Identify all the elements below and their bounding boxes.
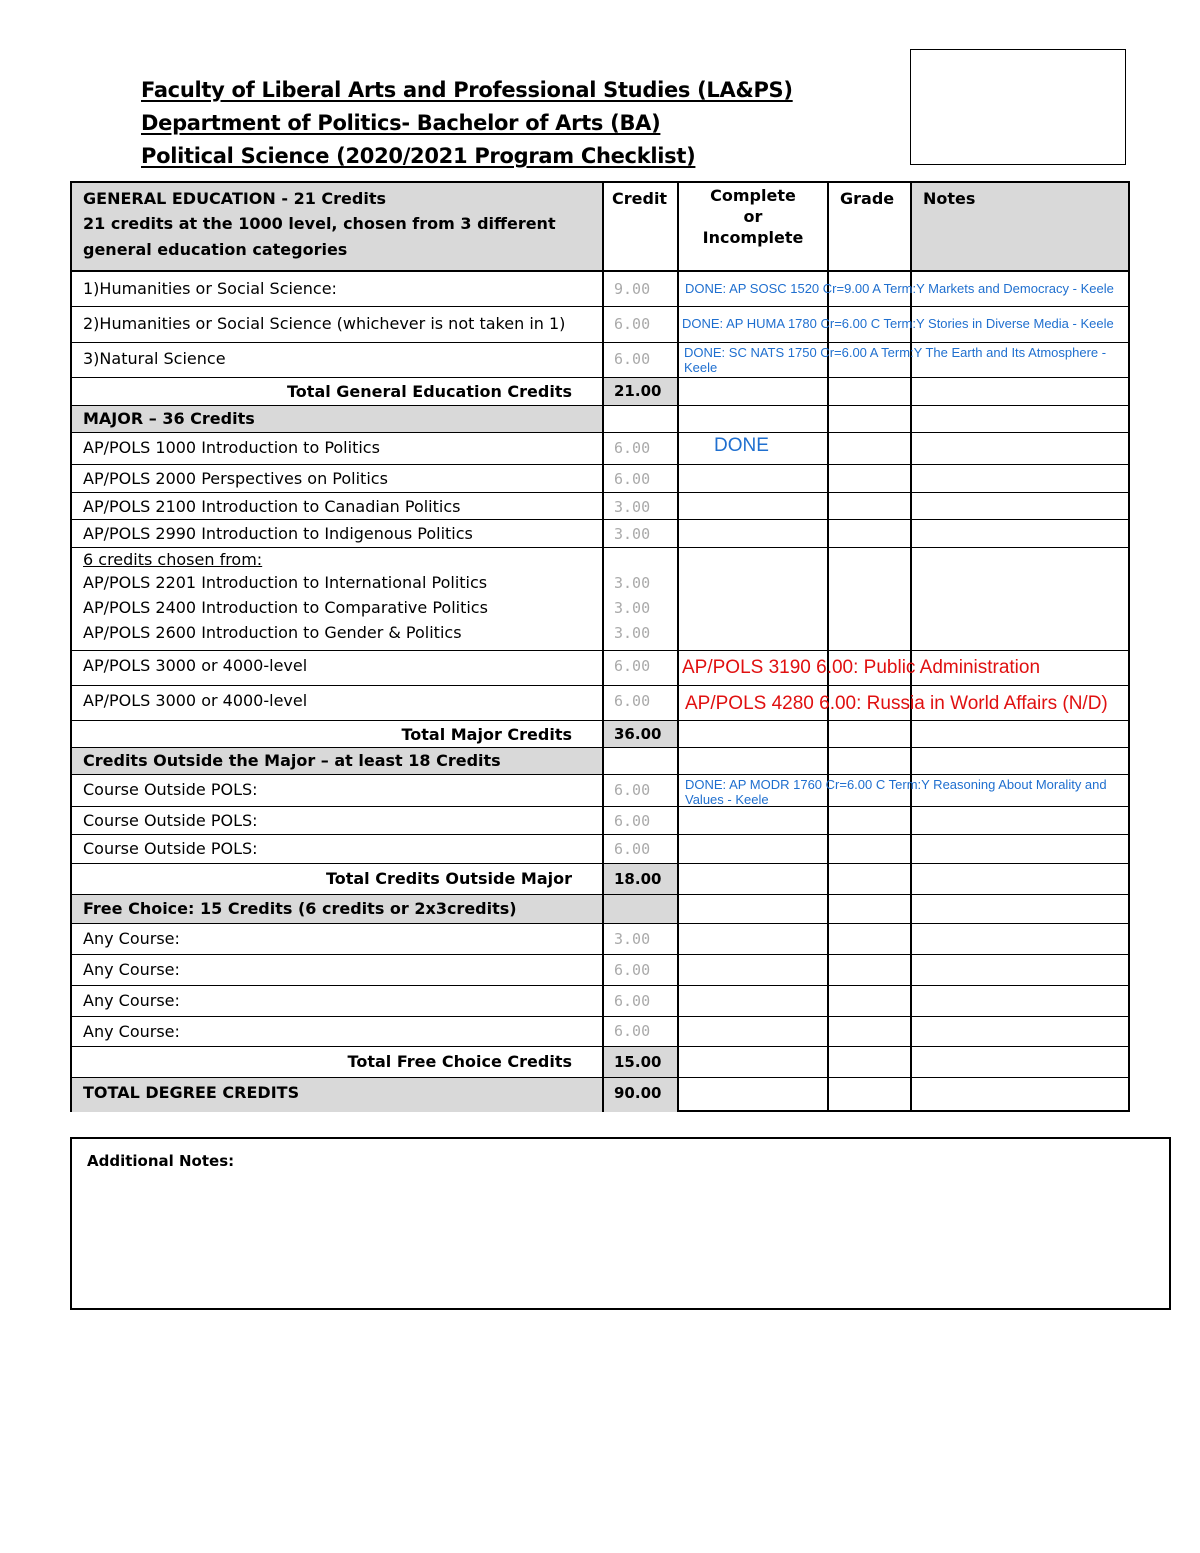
degree-total-credit: 90.00 <box>614 1084 662 1102</box>
faculty-title: Faculty of Liberal Arts and Professional Studies (LA&PS) <box>141 78 793 102</box>
credit-column-header: Credit <box>612 189 668 208</box>
outside-total-credit: 18.00 <box>614 870 662 888</box>
degree-total-label: TOTAL DEGREE CREDITS <box>83 1083 300 1102</box>
credit-value: 6.00 <box>614 961 651 979</box>
gen-ed-note-3-line1: DONE: SC NATS 1750 Cr=6.00 A Term:Y The Earth and Its Atmosphere - <box>684 345 1107 360</box>
outside-section-title: Credits Outside the Major – at least 18 Credits <box>83 751 501 770</box>
gen-ed-total-credit: 21.00 <box>614 382 662 400</box>
table-row <box>72 986 1128 1017</box>
table-row <box>72 807 1128 835</box>
course-label: AP/POLS 2600 Introduction to Gender & Politics <box>83 623 462 642</box>
course-label: Any Course: <box>83 929 180 948</box>
course-label: AP/POLS 2000 Perspectives on Politics <box>83 469 388 488</box>
credit-value: 6.00 <box>614 470 651 488</box>
table-row <box>72 1047 1128 1078</box>
credit-value: 9.00 <box>614 280 651 298</box>
credit-value: 3.00 <box>614 930 651 948</box>
free-choice-total-label: Total Free Choice Credits <box>347 1052 572 1071</box>
course-label: Course Outside POLS: <box>83 780 258 799</box>
table-row <box>72 955 1128 986</box>
upper-level-course-note-1: AP/POLS 3190 6.00: Public Administration <box>682 657 1041 678</box>
credit-value: 6.00 <box>614 692 651 710</box>
department-title: Department of Politics- Bachelor of Arts (BA) <box>141 111 661 135</box>
grade-column-header: Grade <box>840 189 895 208</box>
course-label: Any Course: <box>83 991 180 1010</box>
gen-ed-note-3-line2: Keele <box>684 360 718 375</box>
table-row <box>72 924 1128 955</box>
table-row <box>72 378 1128 406</box>
course-label: AP/POLS 3000 or 4000-level <box>83 691 308 710</box>
table-header-row <box>72 183 1128 272</box>
gen-ed-requirement-line1: 21 credits at the 1000 level, chosen from 3 different <box>83 214 556 233</box>
course-label: Course Outside POLS: <box>83 811 258 830</box>
course-label: AP/POLS 2400 Introduction to Comparative Politics <box>83 598 488 617</box>
major-total-label: Total Major Credits <box>401 725 572 744</box>
course-label: AP/POLS 2100 Introduction to Canadian Politics <box>83 497 461 516</box>
credit-value: 3.00 <box>614 599 651 617</box>
major-section-title: MAJOR – 36 Credits <box>83 409 255 428</box>
credit-value: 6.00 <box>614 1022 651 1040</box>
gen-ed-row-label: 3)Natural Science <box>83 349 226 368</box>
course-label: Any Course: <box>83 1022 180 1041</box>
course-label: AP/POLS 2990 Introduction to Indigenous Politics <box>83 524 473 543</box>
table-row <box>72 748 1128 775</box>
table-row <box>72 520 1128 548</box>
credit-value: 3.00 <box>614 624 651 642</box>
table-row <box>72 835 1128 864</box>
gen-ed-total-label: Total General Education Credits <box>287 382 572 401</box>
gen-ed-section-title: GENERAL EDUCATION - 21 Credits <box>83 189 387 208</box>
additional-notes-box <box>70 1137 1171 1310</box>
outside-total-label: Total Credits Outside Major <box>325 869 572 888</box>
table-row <box>72 895 1128 924</box>
credit-value: 6.00 <box>614 350 651 368</box>
table-row <box>72 548 1128 651</box>
credit-value: 3.00 <box>614 498 651 516</box>
credit-value: 3.00 <box>614 574 651 592</box>
gen-ed-note-1: DONE: AP SOSC 1520 Cr=9.00 A Term:Y Markets and Democracy - Keele <box>685 281 1114 296</box>
course-label: AP/POLS 2201 Introduction to International Politics <box>83 573 488 592</box>
complete-column-header-line1: Complete <box>710 186 796 205</box>
additional-notes-label: Additional Notes: <box>87 1152 235 1170</box>
complete-column-header-line2: or <box>743 207 763 226</box>
credit-value: 6.00 <box>614 840 651 858</box>
free-choice-section-title: Free Choice: 15 Credits (6 credits or 2x3credits) <box>83 899 517 918</box>
credit-value: 6.00 <box>614 657 651 675</box>
choice-group-title: 6 credits chosen from: <box>83 550 263 569</box>
course-label: AP/POLS 3000 or 4000-level <box>83 656 308 675</box>
gen-ed-requirement-line2: general education categories <box>83 240 348 259</box>
blank-corner-box <box>910 49 1126 165</box>
course-label: Course Outside POLS: <box>83 839 258 858</box>
course-label: Any Course: <box>83 960 180 979</box>
gen-ed-note-2: DONE: AP HUMA 1780 Cr=6.00 C Term:Y Stories in Diverse Media - Keele <box>682 316 1114 331</box>
table-row <box>72 1017 1128 1047</box>
credit-value: 6.00 <box>614 315 651 333</box>
table-row <box>72 864 1128 895</box>
program-checklist-table <box>70 181 1130 1112</box>
gen-ed-row-label: 1)Humanities or Social Science: <box>83 279 337 298</box>
table-row <box>72 493 1128 520</box>
program-title: Political Science (2020/2021 Program Checklist) <box>141 144 696 168</box>
notes-column-header: Notes <box>923 189 976 208</box>
free-choice-total-credit: 15.00 <box>614 1053 662 1071</box>
credit-value: 3.00 <box>614 525 651 543</box>
credit-value: 6.00 <box>614 439 651 457</box>
outside-note-line2: Values - Keele <box>685 792 769 807</box>
credit-value: 6.00 <box>614 992 651 1010</box>
complete-column-header-line3: Incomplete <box>702 228 804 247</box>
table-row <box>72 721 1128 748</box>
gen-ed-row-label: 2)Humanities or Social Science (whichever is not taken in 1) <box>83 314 566 333</box>
course-label: AP/POLS 1000 Introduction to Politics <box>83 438 380 457</box>
credit-value: 6.00 <box>614 781 651 799</box>
table-row <box>72 433 1128 465</box>
completion-status: DONE <box>714 435 769 456</box>
upper-level-course-note-2: AP/POLS 4280 6.00: Russia in World Affairs (N/D) <box>685 693 1108 714</box>
table-row <box>72 1078 1128 1112</box>
table-row <box>72 406 1128 433</box>
document-heading <box>141 74 793 173</box>
major-total-credit: 36.00 <box>614 725 662 743</box>
table-row <box>72 465 1128 493</box>
credit-value: 6.00 <box>614 812 651 830</box>
outside-note-line1: DONE: AP MODR 1760 Cr=6.00 C Term:Y Reasoning About Morality and <box>685 777 1107 792</box>
